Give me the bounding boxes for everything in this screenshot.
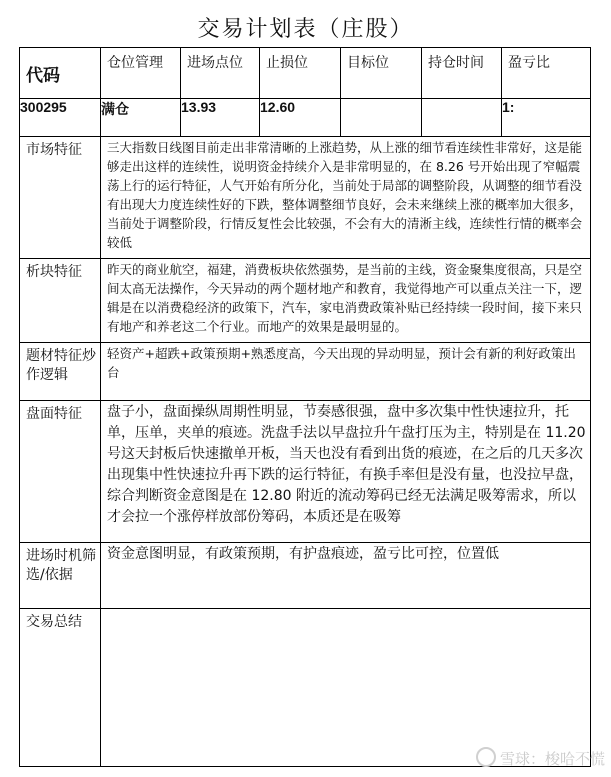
watermark [476,747,605,769]
header-pnl-ratio: 盈亏比 [502,48,591,99]
value-entry: 13.93 [181,99,260,137]
value-position: 满仓 [101,99,181,137]
section-row-tape [20,401,591,543]
value-target [341,99,422,137]
header-row [20,48,591,99]
section-row-entry-basis [20,543,591,609]
value-code: 300295 [20,99,101,137]
section-label-sector: 析块特征 [20,259,101,343]
section-label-theme: 题材特征炒作逻辑 [20,343,101,401]
section-label-entry-basis: 进场时机筛选/依据 [20,543,101,609]
section-text-tape: 盘子小，盘面操纵周期性明显，节奏感很强，盘中多次集中性快速拉升，托单，压单，夹单的痕迹。洗盘手法以早盘拉升午盘打压为主，特别是在 11.20 号这天封板后快速撤单开板，当天也没有看到出货的痕迹，在之后的几天多次出现集中性快速拉升再下跌的运行特征，有换手率但是没有量，也没拉早盘，综合判断资金意图是在 12.80 附近的流动筹码已经无法满足吸筹需求，所以才会拉一个涨停样放部份筹码，本质还是在吸筹 [101,401,591,543]
header-target: 目标位 [341,48,422,99]
section-row-summary [20,609,591,767]
section-label-tape: 盘面特征 [20,401,101,543]
value-pnl-ratio: 1: [502,99,591,137]
section-label-summary: 交易总结 [20,609,101,767]
section-text-entry-basis: 资金意图明显，有政策预期，有护盘痕迹，盈亏比可控，位置低 [101,543,591,609]
snowball-logo-icon [476,747,496,767]
page-title: 交易计划表（庄股） [197,17,414,42]
section-text-summary [101,609,591,767]
values-row [20,99,591,137]
section-row-theme [20,343,591,401]
header-stop: 止损位 [260,48,341,99]
trade-plan-table [19,47,591,767]
value-holding [422,99,502,137]
header-code: 代码 [20,48,101,99]
section-text-sector: 昨天的商业航空，福建，消费板块依然强势，是当前的主线，资金聚集度很高，只是空间太高无法操作，今天异动的两个题材地产和教育，我觉得地产可以重点关注一下，逻辑是在以消费稳经济的政策下，汽车，家电消费政策补贴已经持续一段时间，接下来只有地产和养老这二个行业。而地产的效果是最明显的。 [101,259,591,343]
value-stop: 12.60 [260,99,341,137]
watermark-text: 雪球：梭哈不慌 [499,750,605,768]
section-row-sector [20,259,591,343]
section-text-market: 三大指数日线图目前走出非常清晰的上涨趋势，从上涨的细节看连续性非常好，这是能够走出这样的连续性，说明资金持续介入是非常明显的，在 8.26 号开始出现了窄幅震荡上行的运行特征，人气开始有所分化，当前处于局部的调整阶段，从调整的细节看没有出现大力度连续性好的下跌，整体调整细节良好，会未来继续上涨的概率加大很多，当前处于调整阶段，行情反复性会比较强，不会有大的清淅主线，连续性行情的概率会较低 [101,137,591,259]
section-text-theme: 轻资产+超跌+政策预期+熟悉度高，今天出现的异动明显，预计会有新的利好政策出台 [101,343,591,401]
header-holding: 持仓时间 [422,48,502,99]
header-position: 仓位管理 [101,48,181,99]
section-label-market: 市场特征 [20,137,101,259]
section-row-market [20,137,591,259]
header-entry: 进场点位 [181,48,260,99]
